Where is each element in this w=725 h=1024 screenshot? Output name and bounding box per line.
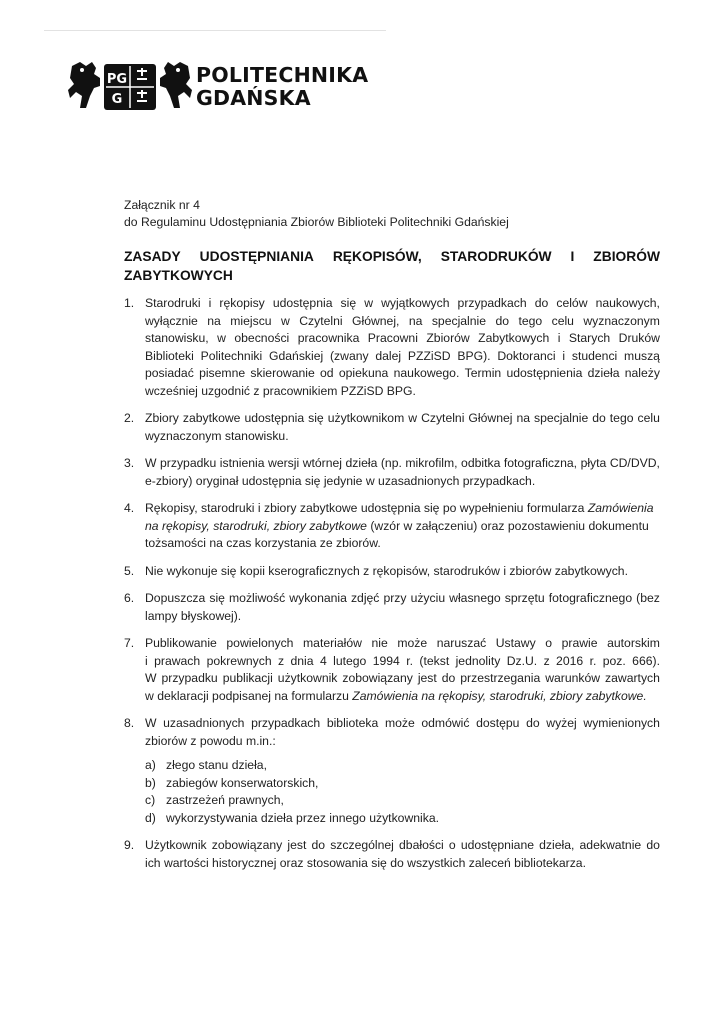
title-line-1: [124, 247, 660, 266]
item-number: 5.: [124, 563, 135, 578]
title-word: STARODRUKÓW: [440, 249, 552, 264]
text-line: Biblioteki Politechniki Gdańskiej (zwany dalej PZZiSD BPG). Doktoranci i studenci muszą: [145, 348, 660, 363]
text-line: Rękopisy, starodruki i zbiory zabytkowe udostępnia się po wypełnieniu formularza Zamówienia: [145, 501, 654, 515]
text-line: Użytkownik zobowiązany jest do szczególnej dbałości o udostępniane dzieła, adekwatnie do: [145, 838, 660, 852]
logo-letter-p: PG: [106, 72, 128, 87]
title-word: I: [570, 249, 575, 264]
item-number: 1.: [124, 296, 135, 310]
item-number: 4.: [124, 501, 135, 515]
annex-number: Załącznik nr 4: [124, 198, 200, 212]
document-title: [124, 247, 660, 285]
top-rule: [44, 30, 386, 31]
university-logo: [66, 56, 369, 116]
reasons-sublist: [145, 757, 660, 827]
text-line: stanowisku, w obecności pracownika Pracowni Zbiorów Zabytkowych i Starych Druków: [145, 331, 660, 345]
sublist-item: b) zabiegów konserwatorskich,: [145, 775, 319, 790]
logo-wordmark: [196, 64, 368, 110]
text-line: W przypadku publikacji użytkownik zobowiązany jest do przestrzegania warunków zawartych: [145, 671, 660, 685]
text-line: ich wartości historycznej oraz stosowania się do wszystkich zaleceń bibliotekarza.: [145, 855, 586, 870]
text-line: Dopuszcza się możliwość wykonania zdjęć przy użyciu własnego sprzętu fotograficznego (bez: [145, 591, 660, 605]
annex-regulation: do Regulaminu Udostępniania Zbiorów Biblioteki Politechniki Gdańskiej: [124, 215, 509, 229]
title-word: RĘKOPISÓW,: [332, 249, 422, 264]
item-number: 9.: [124, 838, 135, 852]
svg-text:G: G: [111, 92, 123, 107]
text-line: Zbiory zabytkowe udostępnia się użytkownikom w Czytelni Głównej na specjalnie do tego celu: [145, 411, 660, 425]
text-line: wyłącznie na miejscu w Czytelni Głównej, na specjalnie do tego celu wyznaczonym: [145, 313, 660, 328]
list-item: [124, 563, 660, 581]
text-line: wcześniej uzgodnić z pracownikiem PZZiSD BPG.: [145, 383, 416, 398]
list-item: [124, 837, 660, 872]
text-line: W uzasadnionych przypadkach biblioteka może odmówić dostępu do wyżej wymienionych: [145, 716, 660, 730]
sublist-item: a) złego stanu dzieła,: [145, 758, 267, 772]
item-number: 3.: [124, 456, 135, 470]
text-line: posiadać pisemne skierowanie od opiekuna naukowego. Termin udostępnienia dzieła należy: [145, 366, 660, 380]
title-word: ZASADY: [124, 249, 181, 264]
text-line: i prawach pokrewnych z dnia 4 lutego 1994 r. (tekst jednolity Dz.U. z 2016 r. poz. 666).: [145, 653, 660, 668]
text-line: e-zbiory) oryginał udostępnia się jedynie w uzasadnionych przypadkach.: [145, 473, 536, 488]
list-item: [124, 295, 660, 400]
text-line: tożsamości na czas korzystania ze zbiorów.: [145, 536, 381, 550]
item-number: 8.: [124, 716, 135, 730]
text-line: zbiorów z powodu m.in.:: [145, 733, 276, 748]
list-item: [124, 715, 660, 827]
title-word: UDOSTĘPNIANIA: [199, 249, 314, 264]
title-line-2: ZABYTKOWYCH: [124, 268, 233, 283]
text-line: lampy błyskowej).: [145, 608, 242, 623]
title-word: ZBIORÓW: [593, 249, 660, 264]
sublist-item: c) zastrzeżeń prawnych,: [145, 793, 284, 807]
logo-line-1: POLITECHNIKA: [196, 63, 369, 87]
text-line: W przypadku istnienia wersji wtórnej dzieła (np. mikrofilm, odbitka fotograficzna, płyta CD/DVD,: [145, 456, 660, 470]
logo-emblem-icon: [66, 56, 194, 116]
list-item: [124, 410, 660, 445]
list-item: [124, 590, 660, 625]
logo-line-2: GDAŃSKA: [196, 86, 311, 110]
list-item: [124, 455, 660, 490]
item-number: 6.: [124, 591, 135, 605]
text-line: wyznaczonym stanowisku.: [145, 428, 289, 443]
text-line: Nie wykonuje się kopii kserograficznych z rękopisów, starodruków i zbiorów zabytkowych.: [145, 563, 628, 578]
rules-list: [124, 295, 660, 882]
list-item: [124, 500, 660, 553]
sublist-item: d) wykorzystywania dzieła przez innego użytkownika.: [145, 810, 439, 825]
text-line: Starodruki i rękopisy udostępnia się w wyjątkowych przypadkach do celów naukowych,: [145, 296, 660, 310]
text-line: na rękopisy, starodruki, zbiory zabytkowe (wzór w załączeniu) oraz pozostawieniu dokumentu: [145, 518, 649, 533]
annex-reference: [124, 197, 509, 231]
item-number: 2.: [124, 411, 135, 425]
text-line: Publikowanie powielonych materiałów nie może naruszać Ustawy o prawie autorskim: [145, 636, 660, 650]
text-line: w deklaracji podpisanej na formularzu Zamówienia na rękopisy, starodruki, zbiory zabytkowe.: [145, 688, 647, 703]
item-number: 7.: [124, 636, 135, 650]
list-item: [124, 635, 660, 705]
